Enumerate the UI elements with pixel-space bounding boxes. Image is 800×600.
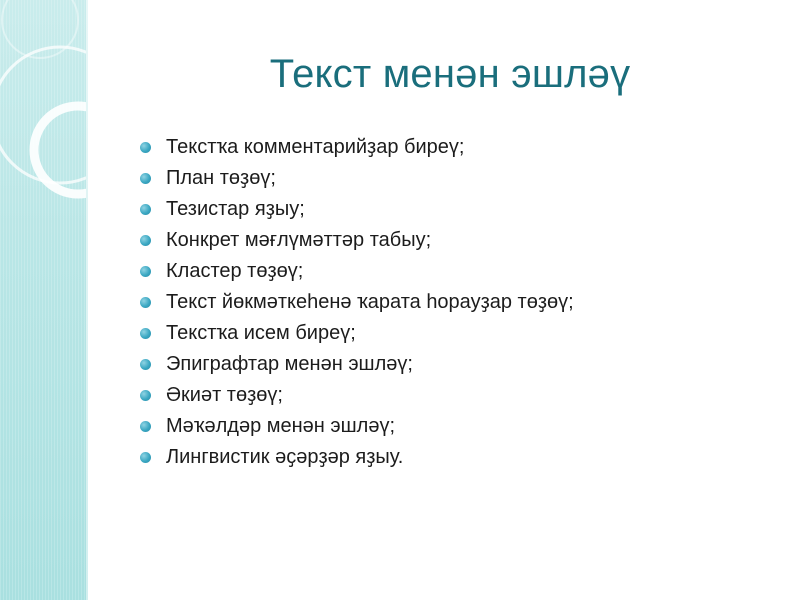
list-item-text: Эпиграфтар менән эшләү; [166, 353, 413, 375]
bullet-icon [140, 421, 151, 432]
list-item-text: Текстҡа исем биреү; [166, 322, 356, 344]
list-item [140, 349, 574, 380]
list-item-text: Тезистар яҙыу; [166, 198, 305, 220]
list-item-text: Кластер төҙөү; [166, 260, 304, 282]
list-item [140, 411, 574, 442]
decorative-circles [0, 0, 86, 600]
list-item [140, 442, 574, 473]
list-item-text: Лингвистик әҫәрҙәр яҙыу. [166, 446, 404, 468]
list-item [140, 256, 574, 287]
list-item [140, 225, 574, 256]
bullet-icon [140, 142, 151, 153]
list-item [140, 318, 574, 349]
list-item [140, 194, 574, 225]
list-item-text: Конкрет мәғлүмәттәр табыу; [166, 229, 432, 251]
bullet-icon [140, 452, 151, 463]
bullet-icon [140, 390, 151, 401]
bullet-icon [140, 235, 151, 246]
decorative-side-panel [0, 0, 86, 600]
panel-divider [86, 0, 88, 600]
list-item-text: Мәҡәлдәр менән эшләү; [166, 415, 396, 437]
bullet-list [140, 132, 574, 473]
list-item-text: Әкиәт төҙөү; [166, 384, 283, 406]
bullet-icon [140, 359, 151, 370]
bullet-icon [140, 173, 151, 184]
bullet-icon [140, 204, 151, 215]
list-item [140, 132, 574, 163]
bullet-icon [140, 297, 151, 308]
bullet-icon [140, 266, 151, 277]
list-item-text: Текстҡа комментарийҙар биреү; [166, 136, 465, 158]
list-item [140, 380, 574, 411]
list-item-text: План төҙөү; [166, 167, 276, 189]
slide-title: Текст менән эшләү [269, 52, 631, 96]
list-item [140, 163, 574, 194]
bullet-icon [140, 328, 151, 339]
list-item [140, 287, 574, 318]
list-item-text: Текст йөкмәткеһенә ҡарата һорауҙар төҙөү; [166, 291, 574, 313]
